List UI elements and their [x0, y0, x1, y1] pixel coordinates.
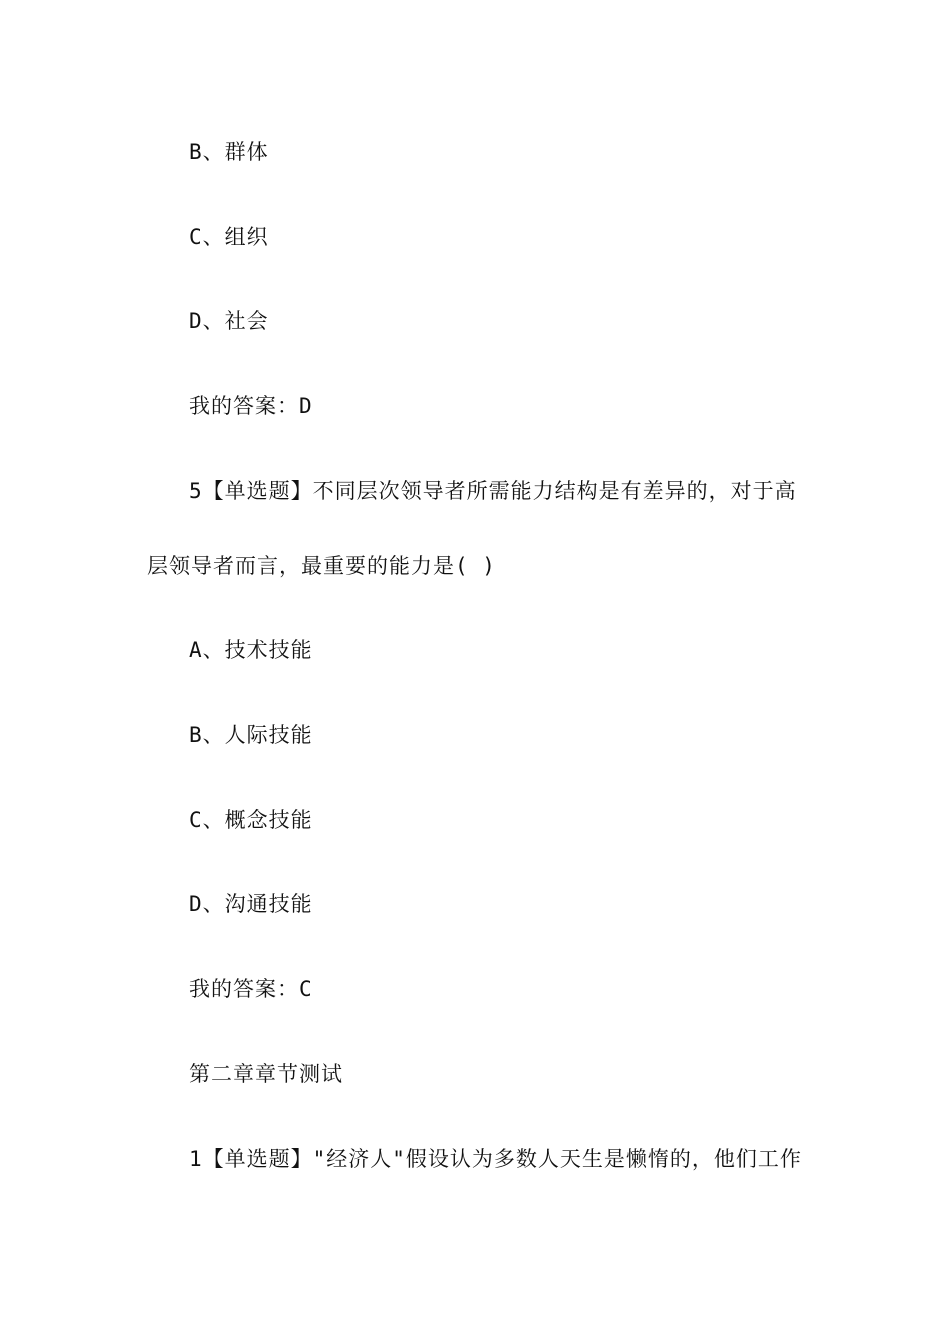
q5-option-a: A、技术技能 [189, 638, 313, 662]
q5-option-c: C、概念技能 [189, 808, 313, 832]
q5-option-d: D、沟通技能 [189, 892, 313, 916]
q4-option-b: B、群体 [189, 140, 269, 164]
q5-option-b: B、人际技能 [189, 723, 313, 747]
q4-my-answer: 我的答案：D [189, 394, 313, 418]
q4-option-d: D、社会 [189, 309, 269, 333]
q5-stem-line-1: 5【单选题】不同层次领导者所需能力结构是有差异的，对于高 [189, 479, 797, 503]
q5-my-answer: 我的答案：C [189, 977, 313, 1001]
q4-option-c: C、组织 [189, 225, 269, 249]
q5-stem-line-2: 层领导者而言，最重要的能力是( ) [147, 554, 496, 578]
chapter-2-q1-stem-line-1: 1【单选题】"经济人"假设认为多数人天生是懒惰的，他们工作 [189, 1147, 802, 1171]
chapter-2-heading: 第二章章节测试 [189, 1062, 343, 1086]
